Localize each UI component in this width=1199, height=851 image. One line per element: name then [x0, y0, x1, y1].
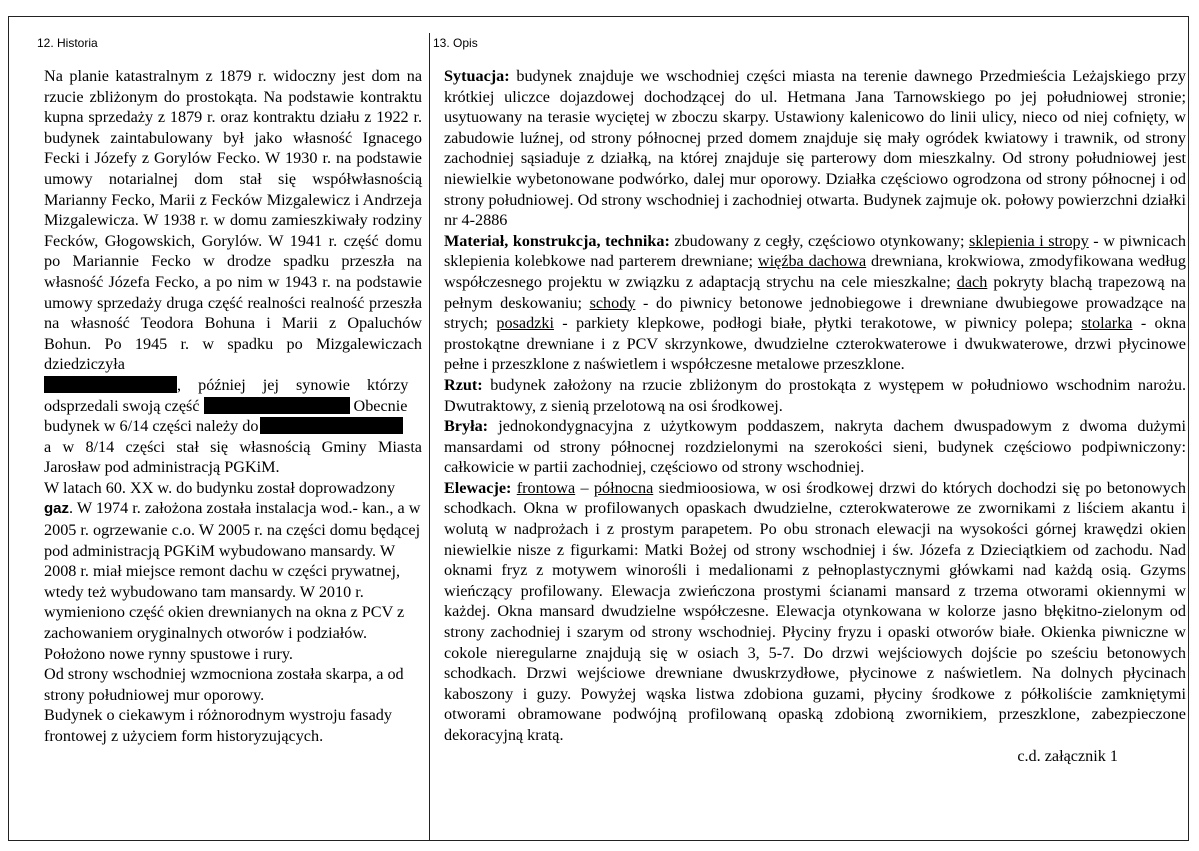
opis-label: Elewacje:: [444, 478, 512, 497]
opis-text: - parkiety klepkowe, podłogi białe, płytki terakotowe, w piwnicy polepa;: [553, 314, 1082, 333]
historia-line-text: budynek w 6/14 części należy do: [44, 417, 259, 436]
opis-bryla: [444, 416, 1186, 478]
historia-line-text: Obecnie: [353, 396, 408, 415]
opis-text: jednokondygnacyjna z użytkowym poddaszem, nakryta dachem dwuspadowym z dwoma dużymi mansardami od strony północnej rozdzielonymi na szerokości sieni, budynek częściowo podpiwniczony: całkowicie w partii zachodniej, częściowo od strony wschodniej.: [444, 417, 1186, 477]
historia-redacted-line-1: [44, 375, 422, 396]
opis-text: zbudowany z cegły, częściowo otynkowany;: [669, 231, 970, 250]
opis-term: dach: [956, 272, 988, 291]
redaction-bar: [44, 376, 177, 393]
opis-rzut: [444, 375, 1186, 416]
opis-text: drewniana, krokwiowa, zmodyfikowana według współczesnego projektu w związku z adaptacją strychu na cele mieszkalne;: [444, 252, 1186, 291]
historia-redacted-line-2: [44, 396, 422, 417]
historia-redacted-line-3: [44, 416, 422, 437]
opis-elewacje: [444, 478, 1186, 746]
historia-paragraph-2: a w 8/14 części stał się własnością Gminy Miasta Jarosław pod administracją PGKiM.: [44, 437, 422, 477]
historia-column: [44, 66, 422, 747]
opis-label: Bryła:: [444, 417, 489, 436]
opis-term: posadzki: [496, 314, 554, 333]
historia-text: . W 1974 r. założona została instalacja wod.- kan., a w 2005 r. ogrzewanie c.o. W 2005 r. na części domu będącej pod administracją PGKiM wybudowano mansardy. W 2008 r. miał miejsce remont dachu w części prywatnej, wtedy też wybudowano tam mansardy. W 2010 r. wymieniono część okien drewnianych na okna z PCV z zachowaniem oryginalnych otworów i podziałów. Położono nowe rynny spustowe i rury.: [44, 499, 421, 663]
section-heading-historia: 12. Historia: [37, 36, 98, 50]
continued-note: c.d. załącznik 1: [1017, 746, 1118, 765]
historia-paragraph-3: [44, 478, 422, 664]
redaction-bar: [260, 417, 403, 434]
historia-paragraph-1: Na planie katastralnym z 1879 r. widoczny jest dom na rzucie zbliżonym do prostokąta. Na podstawie kontraktu kupna sprzedaży z 1879 r. oraz kontraktu działu z 1922 r. budynek zaintabulowany był jako własność Ignacego Fecki i Józefy z Gorylów Fecko. W 1930 r. na podstawie umowy notarialnej dom stał się współwłasnością Marianny Fecko, Marii z Fecków Mizgalewicz i Andrzeja Mizgalewicza. W 1938 r. w domu zamieszkiwały rodziny Fecków, Głogowskich, Gorylów. W 1941 r. część domu po Mariannie Fecko w drodze spadku przeszła na własność Józefa Fecko, a po nim w 1943 r. na podstawie umowy sprzedaży druga część realności realność przeszła na własność Teodora Bohuna i Marii z Opaluchów Bohun. Po 1945 r. w spadku po Mizgalewiczach dziedziczyła: [44, 67, 422, 374]
historia-text: W latach 60. XX w. do budynku został doprowadzony: [44, 478, 396, 497]
opis-text: pokryty blachą trapezową na pełnym deskowaniu;: [444, 272, 1186, 312]
opis-label: Materiał, konstrukcja, technika:: [444, 231, 670, 250]
historia-paragraph-5: Budynek o ciekawym i różnorodnym wystroju fasady frontowej z użyciem form historyzujących.: [44, 706, 392, 745]
opis-column: [444, 66, 1186, 766]
column-divider: [429, 33, 430, 841]
historia-text-gaz: gaz: [44, 500, 70, 518]
opis-material: [444, 231, 1186, 375]
opis-label: Sytuacja:: [444, 67, 510, 85]
opis-sytuacja: [444, 66, 1186, 231]
historia-paragraph-4: Od strony wschodniej wzmocniona została skarpa, a od strony południowej mur oporowy.: [44, 665, 404, 704]
historia-line-text: odsprzedali swoją część: [44, 396, 200, 415]
section-heading-opis: 13. Opis: [433, 36, 478, 50]
opis-text: –: [575, 478, 594, 497]
redaction-bar: [204, 397, 350, 414]
opis-term: więźba dachowa: [757, 252, 867, 271]
opis-text: budynek założony na rzucie zbliżonym do prostokąta z występem w południowo wschodnim narożu. Dwutraktowy, z sienią przelotową na osi środkowej.: [444, 375, 1186, 415]
opis-term: sklepienia i stropy: [969, 231, 1089, 250]
opis-text: - do piwnicy betonowe jednobiegowe i drewniane dwubiegowe prowadzące na strych;: [444, 293, 1186, 333]
opis-term: północna: [593, 478, 654, 497]
opis-term: frontowa: [516, 478, 576, 497]
opis-text: budynek znajduje we wschodniej części miasta na terenie dawnego Przedmieścia Leżajskiego przy krótkiej uliczce dojazdowej dochodzącej do ul. Hetmana Jana Tarnowskiego po jej południowej stronie; usytuowany na terasie wyciętej w zboczu skarpy. Ustawiony kalenicowo do linii ulicy, nieco od niej cofnięty, w zabudowie luźnej, od strony północnej przed domem znajduje się mały ogródek kwiatowy i trawnik, od strony zachodniej sąsiaduje z działką, na której znajduje się parterowy dom mieszkalny. Od strony południowej jest niewielkie wybetonowane podwórko, dalej mur oporowy. Działka częściowo ogrodzona od strony północnej i od strony południowej. Od strony wschodniej i zachodniej otwarta. Budynek zajmuje ok. połowy powierzchni działki nr 4-2886: [444, 67, 1186, 230]
opis-term: schody: [589, 293, 636, 312]
opis-text: - w piwnicach sklepienia kolebkowe nad parterem drewniane;: [444, 231, 1186, 271]
opis-label: Rzut:: [444, 375, 483, 394]
opis-text: - okna prostokątne drewniane i z PCV skrzynkowe, dwudzielne czterokwaterowe i dwukwaterowe, drzwi płycinowe pełne i przeszklone z naświetlem i współczesne metalowe przeszklone.: [444, 314, 1186, 374]
opis-term: stolarka: [1081, 314, 1133, 333]
opis-text: siedmioosiowa, w osi środkowej drzwi do których dochodzi się po betonowych schodkach. Okna w profilowanych opaskach dwudzielne, czterokwaterowe ze zwornikami z liściem akantu i wolutą w nadprożach i z prostym parapetem. Po obu stronach elewacji na wysokości górnej krawędzi okien niewielkie nisze z figurkami: Matki Bożej od strony wschodniej i św. Józefa z Dzieciątkiem od zachodu. Nad oknami fryz z motywem winorośli i medalionami z pełnoplastycznymi główkami nad każdą osią. Gzyms wieńczący profilowany. Elewacja zwieńczona prostymi ścianami mansard z trzema otworami okiennymi w każdej. Okna mansard dwudzielne współczesne. Elewacja otynkowana w kolorze jasno błękitno-zielonym od strony zachodniej i szarym od strony wschodniej. Płyciny fryzu i opaski otworów białe. Okienka piwniczne w cokole nieregularne znajdują się w osiach 3, 5-7. Do drzwi wejściowych dojście po sześciu betonowych schodkach. Drzwi wejściowe drewniane dwuskrzydłowe, płycinowe z naświetlem. Na dolnych płycinach kaboszony i guzy. Powyżej wąska listwa zdobiona guzami, płyciny środkowe z półkoliście zamkniętymi otworami obramowane podwójną profilowaną opaską zdobioną zwornikiem, przeszklone, zabezpieczone dekoracyjną kratą.: [444, 478, 1186, 744]
historia-line-text: , później jej synowie którzy: [177, 375, 409, 394]
